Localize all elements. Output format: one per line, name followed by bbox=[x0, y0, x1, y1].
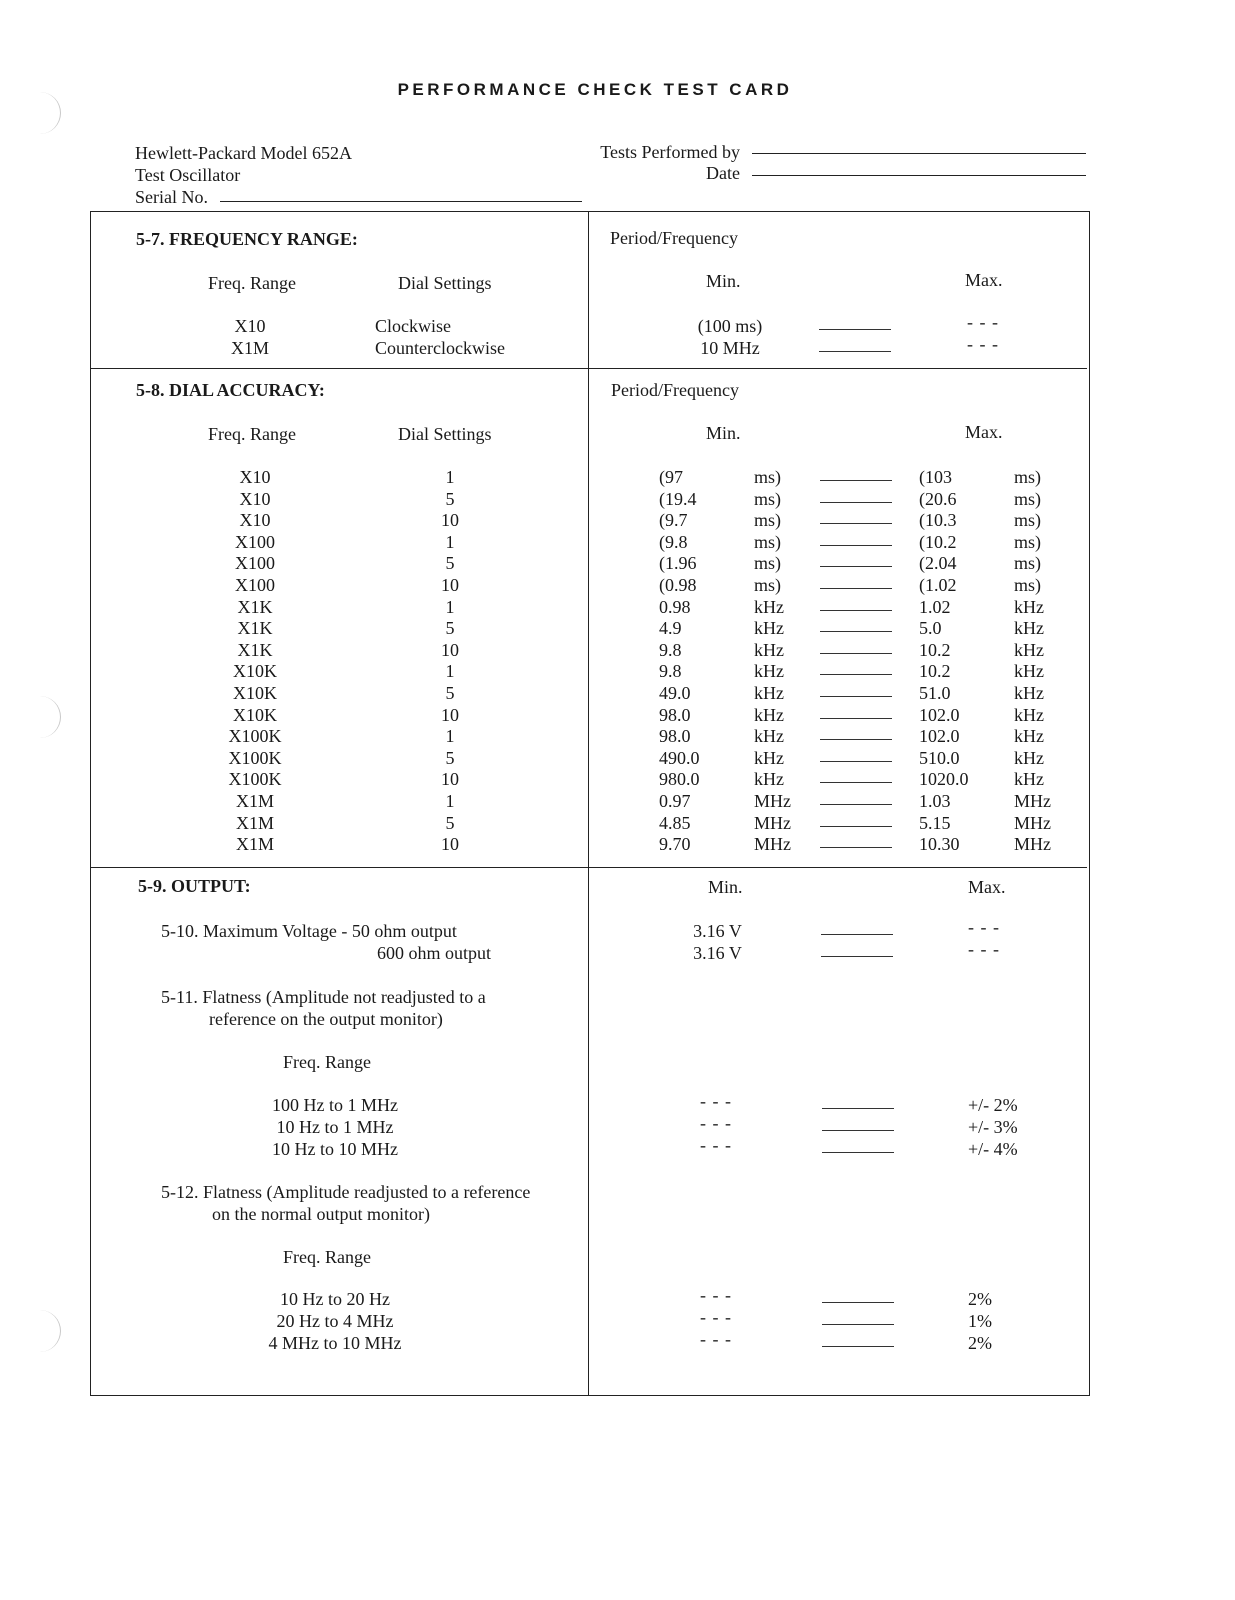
flatness-2-label: 5-12. Flatness (Amplitude readjusted to a reference bbox=[161, 1182, 531, 1202]
min-value: 980.0 bbox=[659, 769, 700, 790]
min-value: 49.0 bbox=[659, 683, 691, 703]
freq-range-col-dial: Dial Settings bbox=[398, 273, 492, 293]
min-value: 98.0 bbox=[659, 726, 691, 747]
instrument-label: Test Oscillator bbox=[135, 165, 241, 185]
dial-setting: 1 bbox=[445, 596, 455, 617]
result-field[interactable] bbox=[820, 588, 892, 589]
tests-by-label: Tests Performed by bbox=[600, 142, 740, 162]
max-value: 10.30 bbox=[919, 834, 960, 855]
dial-accuracy-col-range: Freq. Range bbox=[208, 424, 296, 444]
freq-range-value: X100 bbox=[235, 531, 275, 552]
max-value: 1.03 bbox=[919, 791, 951, 811]
max-value: 102.0 bbox=[919, 704, 960, 725]
min-unit: ms) bbox=[754, 553, 781, 574]
min-value: - - - bbox=[700, 1307, 732, 1327]
freq-range-value: X100K bbox=[228, 726, 282, 747]
dial-setting: 5 bbox=[445, 618, 455, 639]
freq-range-value: 10 Hz to 20 Hz bbox=[280, 1289, 390, 1309]
dial-setting: Counterclockwise bbox=[375, 338, 505, 358]
freq-range-min-label: Min. bbox=[706, 271, 741, 291]
max-unit: MHz bbox=[1014, 791, 1051, 811]
max-value: 1.02 bbox=[919, 596, 951, 617]
min-value: (9.7 bbox=[659, 510, 688, 531]
max-value: 102.0 bbox=[919, 726, 960, 747]
min-unit: ms) bbox=[754, 488, 781, 509]
min-value: 4.85 bbox=[659, 812, 691, 833]
max-value: - - - bbox=[967, 312, 999, 332]
dial-setting: 5 bbox=[445, 553, 455, 574]
result-field[interactable] bbox=[820, 718, 892, 719]
min-unit: MHz bbox=[754, 834, 791, 855]
freq-range-value: X1M bbox=[230, 338, 269, 358]
result-field[interactable] bbox=[820, 782, 892, 783]
min-value: - - - bbox=[700, 1329, 732, 1349]
max-value: 10.2 bbox=[919, 661, 951, 682]
max-unit: ms) bbox=[1014, 553, 1041, 574]
freq-range-value: 100 Hz to 1 MHz bbox=[272, 1095, 398, 1115]
freq-range-value: X100 bbox=[235, 553, 275, 574]
max-value: (2.04 bbox=[919, 553, 957, 574]
freq-range-value: 10 Hz to 10 MHz bbox=[272, 1139, 398, 1159]
result-field[interactable] bbox=[820, 674, 892, 675]
dial-accuracy-heading: 5-8. DIAL ACCURACY: bbox=[136, 380, 325, 400]
min-unit: kHz bbox=[754, 726, 784, 747]
freq-range-value: X1K bbox=[237, 618, 273, 639]
dial-accuracy-right-heading: Period/Frequency bbox=[611, 380, 739, 400]
max-value: 51.0 bbox=[919, 683, 951, 703]
max-voltage-label: 5-10. Maximum Voltage - 50 ohm output bbox=[161, 921, 457, 941]
result-field[interactable] bbox=[822, 1130, 894, 1131]
max-value: 10.2 bbox=[919, 639, 951, 660]
max-unit: kHz bbox=[1014, 769, 1044, 790]
result-field[interactable] bbox=[820, 847, 892, 848]
flatness-2-col-range: Freq. Range bbox=[283, 1247, 371, 1267]
max-value: 1020.0 bbox=[919, 769, 969, 790]
min-value: 0.97 bbox=[659, 791, 691, 811]
dial-setting: 10 bbox=[441, 704, 459, 725]
min-unit: ms) bbox=[754, 510, 781, 531]
min-value: (19.4 bbox=[659, 488, 697, 509]
result-field[interactable] bbox=[820, 545, 892, 546]
min-unit: kHz bbox=[754, 661, 784, 682]
freq-range-value: X100K bbox=[228, 747, 282, 768]
max-unit: kHz bbox=[1014, 747, 1044, 768]
result-field[interactable] bbox=[820, 696, 892, 697]
max-value: (10.2 bbox=[919, 531, 957, 552]
dial-setting: 10 bbox=[441, 510, 459, 531]
freq-range-right-heading: Period/Frequency bbox=[610, 228, 738, 248]
result-field[interactable] bbox=[822, 1346, 894, 1347]
result-field[interactable] bbox=[820, 566, 892, 567]
max-value: +/- 2% bbox=[968, 1095, 1018, 1115]
freq-range-heading: 5-7. FREQUENCY RANGE: bbox=[136, 229, 358, 249]
output-min-label: Min. bbox=[708, 877, 743, 897]
freq-range-value: X10 bbox=[234, 316, 266, 336]
max-unit: ms) bbox=[1014, 488, 1041, 509]
result-field[interactable] bbox=[820, 826, 892, 827]
result-field[interactable] bbox=[820, 653, 892, 654]
dial-setting: 10 bbox=[441, 639, 459, 660]
max-value: - - - bbox=[968, 939, 1000, 959]
dial-setting: 10 bbox=[441, 834, 459, 855]
dial-setting: 1 bbox=[445, 791, 455, 811]
max-unit: ms) bbox=[1014, 467, 1041, 487]
dial-setting: Clockwise bbox=[375, 316, 451, 336]
output-heading: 5-9. OUTPUT: bbox=[138, 876, 251, 896]
freq-range-max-label: Max. bbox=[965, 270, 1003, 290]
min-value: (100 ms) bbox=[697, 316, 763, 336]
result-field[interactable] bbox=[820, 631, 892, 632]
dial-setting: 1 bbox=[445, 531, 455, 552]
max-value: 5.0 bbox=[919, 618, 942, 639]
min-unit: kHz bbox=[754, 683, 784, 703]
max-unit: MHz bbox=[1014, 834, 1051, 855]
min-unit: kHz bbox=[754, 704, 784, 725]
max-value: - - - bbox=[968, 917, 1000, 937]
max-unit: kHz bbox=[1014, 704, 1044, 725]
result-field[interactable] bbox=[820, 761, 892, 762]
min-unit: kHz bbox=[754, 747, 784, 768]
flatness-2-label-2: on the normal output monitor) bbox=[212, 1204, 430, 1224]
min-value: - - - bbox=[700, 1285, 732, 1305]
freq-range-value: X10K bbox=[233, 683, 277, 703]
serial-field[interactable] bbox=[220, 201, 582, 202]
dial-setting: 5 bbox=[445, 747, 455, 768]
freq-range-value: X1K bbox=[237, 639, 273, 660]
result-field[interactable] bbox=[821, 956, 893, 957]
max-voltage-label-2: 600 ohm output bbox=[377, 943, 492, 963]
result-field[interactable] bbox=[820, 480, 892, 481]
freq-range-value: 10 Hz to 1 MHz bbox=[276, 1117, 394, 1137]
freq-range-value: X100K bbox=[228, 769, 282, 790]
result-field[interactable] bbox=[819, 329, 891, 330]
freq-range-value: X10 bbox=[239, 467, 271, 487]
dial-accuracy-max-label: Max. bbox=[965, 422, 1003, 442]
max-value: (103 bbox=[919, 467, 952, 487]
max-value: (20.6 bbox=[919, 488, 957, 509]
min-unit: kHz bbox=[754, 639, 784, 660]
min-value: 3.16 V bbox=[693, 943, 742, 963]
max-value: (10.3 bbox=[919, 510, 957, 531]
column-divider bbox=[588, 212, 589, 1395]
max-value: 2% bbox=[968, 1333, 992, 1353]
result-field[interactable] bbox=[821, 934, 893, 935]
dial-setting: 1 bbox=[445, 661, 455, 682]
max-unit: kHz bbox=[1014, 596, 1044, 617]
max-value: 2% bbox=[968, 1289, 992, 1309]
min-value: 0.98 bbox=[659, 596, 691, 617]
min-value: (1.96 bbox=[659, 553, 697, 574]
max-unit: ms) bbox=[1014, 510, 1041, 531]
flatness-1-col-range: Freq. Range bbox=[283, 1052, 371, 1072]
max-unit: kHz bbox=[1014, 661, 1044, 682]
result-field[interactable] bbox=[820, 523, 892, 524]
dial-setting: 1 bbox=[445, 726, 455, 747]
dial-setting: 5 bbox=[445, 683, 455, 703]
dial-setting: 1 bbox=[445, 467, 455, 487]
binder-hole-middle bbox=[38, 696, 61, 738]
freq-range-value: X1M bbox=[235, 834, 274, 855]
flatness-1-label-2: reference on the output monitor) bbox=[209, 1009, 443, 1029]
serial-label: Serial No. bbox=[135, 187, 208, 207]
min-value: - - - bbox=[700, 1113, 732, 1133]
dial-setting: 10 bbox=[441, 575, 459, 595]
result-field[interactable] bbox=[820, 739, 892, 740]
freq-range-value: X10 bbox=[239, 488, 271, 509]
max-unit: ms) bbox=[1014, 531, 1041, 552]
freq-range-value: X1M bbox=[235, 812, 274, 833]
freq-range-value: X10K bbox=[233, 704, 277, 725]
section-divider-2 bbox=[91, 867, 1087, 868]
max-value: - - - bbox=[967, 334, 999, 354]
result-field[interactable] bbox=[822, 1108, 894, 1109]
max-value: (1.02 bbox=[919, 575, 957, 595]
max-value: 510.0 bbox=[919, 747, 960, 768]
page-title: PERFORMANCE CHECK TEST CARD bbox=[397, 80, 793, 99]
binder-hole-bottom bbox=[38, 1310, 61, 1352]
max-value: +/- 3% bbox=[968, 1117, 1018, 1137]
min-value: 10 MHz bbox=[700, 338, 760, 358]
max-value: +/- 4% bbox=[968, 1139, 1018, 1159]
result-field[interactable] bbox=[820, 610, 892, 611]
dial-setting: 5 bbox=[445, 812, 455, 833]
result-field[interactable] bbox=[820, 502, 892, 503]
freq-range-value: 20 Hz to 4 MHz bbox=[276, 1311, 394, 1331]
freq-range-col-range: Freq. Range bbox=[208, 273, 296, 293]
min-value: 9.70 bbox=[659, 834, 691, 855]
max-unit: kHz bbox=[1014, 618, 1044, 639]
min-value: - - - bbox=[700, 1091, 732, 1111]
date-field[interactable] bbox=[752, 175, 1086, 176]
min-unit: kHz bbox=[754, 618, 784, 639]
max-unit: ms) bbox=[1014, 575, 1041, 595]
dial-setting: 5 bbox=[445, 488, 455, 509]
result-field[interactable] bbox=[822, 1302, 894, 1303]
max-value: 5.15 bbox=[919, 812, 951, 833]
min-value: - - - bbox=[700, 1135, 732, 1155]
min-value: 3.16 V bbox=[693, 921, 742, 941]
min-unit: MHz bbox=[754, 791, 791, 811]
result-field[interactable] bbox=[822, 1324, 894, 1325]
freq-range-value: X10K bbox=[233, 661, 277, 682]
min-unit: kHz bbox=[754, 769, 784, 790]
dial-accuracy-col-dial: Dial Settings bbox=[398, 424, 492, 444]
min-value: 98.0 bbox=[659, 704, 691, 725]
min-unit: ms) bbox=[754, 467, 781, 487]
min-value: 9.8 bbox=[659, 661, 682, 682]
dial-accuracy-min-label: Min. bbox=[706, 423, 741, 443]
min-value: 4.9 bbox=[659, 618, 682, 639]
min-value: (9.8 bbox=[659, 531, 688, 552]
result-field[interactable] bbox=[822, 1152, 894, 1153]
min-unit: ms) bbox=[754, 575, 781, 595]
freq-range-value: 4 MHz to 10 MHz bbox=[268, 1333, 402, 1353]
section-divider-1 bbox=[91, 368, 1087, 369]
min-value: (97 bbox=[659, 467, 683, 487]
flatness-1-label: 5-11. Flatness (Amplitude not readjusted to a bbox=[161, 987, 486, 1007]
dial-setting: 10 bbox=[441, 769, 459, 790]
freq-range-value: X100 bbox=[235, 575, 275, 595]
min-value: 9.8 bbox=[659, 639, 682, 660]
result-field[interactable] bbox=[820, 804, 892, 805]
freq-range-value: X1M bbox=[235, 791, 274, 811]
max-unit: kHz bbox=[1014, 639, 1044, 660]
min-unit: kHz bbox=[754, 596, 784, 617]
max-unit: kHz bbox=[1014, 683, 1044, 703]
freq-range-value: X1K bbox=[237, 596, 273, 617]
min-unit: MHz bbox=[754, 812, 791, 833]
min-unit: ms) bbox=[754, 531, 781, 552]
max-unit: MHz bbox=[1014, 812, 1051, 833]
tests-by-field[interactable] bbox=[752, 153, 1086, 154]
max-unit: kHz bbox=[1014, 726, 1044, 747]
date-label: Date bbox=[706, 163, 740, 183]
min-value: (0.98 bbox=[659, 575, 697, 595]
result-field[interactable] bbox=[819, 351, 891, 352]
freq-range-value: X10 bbox=[239, 510, 271, 531]
model-label: Hewlett-Packard Model 652A bbox=[135, 143, 352, 163]
min-value: 490.0 bbox=[659, 747, 700, 768]
output-max-label: Max. bbox=[968, 877, 1006, 897]
max-value: 1% bbox=[968, 1311, 992, 1331]
